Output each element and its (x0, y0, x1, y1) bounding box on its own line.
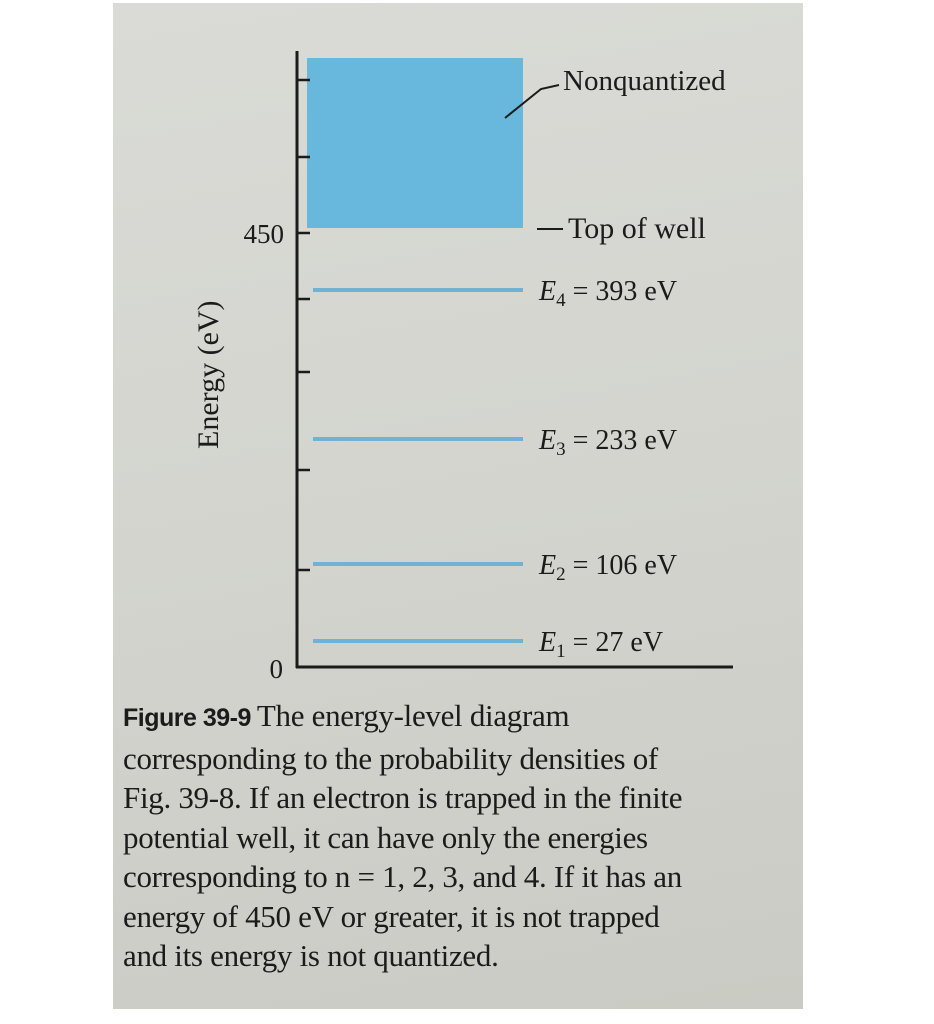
caption-line-3: Fig. 39-8. If an electron is trapped in the finite (123, 780, 683, 815)
nonquantized-region (307, 58, 523, 228)
level-label-e3: $E_3 = 233$ eV (539, 425, 678, 460)
axis-label: Energy (eV) (192, 300, 225, 449)
nonquantized-label: Nonquantized (563, 65, 726, 97)
energy-level-diagram (113, 3, 803, 693)
level-label-e2: $E_2 = 106$ eV (539, 550, 678, 585)
caption-line-6: energy of 450 eV or greater, it is not trapped (123, 898, 660, 934)
textbook-photo (113, 3, 803, 1009)
tick-label-0: 0 (269, 654, 283, 684)
caption-line-4: potential well, it can have only the energies (123, 819, 648, 855)
caption-line-7: and its energy is not quantized. (123, 938, 499, 973)
figure-label: Figure 39-9 (123, 704, 251, 732)
caption-line-1: Figure 39-9 The energy-level diagram (123, 698, 570, 733)
caption-line-5: corresponding to n = 1, 2, 3, and 4. If it has an (123, 859, 682, 894)
figure-caption (123, 696, 803, 976)
level-label-e1: $E_1 = 27$ eV (539, 627, 664, 662)
caption-line-2: corresponding to the probability densities of (123, 740, 658, 776)
level-label-e4: $E_4 = 393$ eV (539, 276, 678, 311)
tick-label-450: 450 (243, 219, 284, 249)
top-of-well-label: Top of well (568, 212, 706, 245)
